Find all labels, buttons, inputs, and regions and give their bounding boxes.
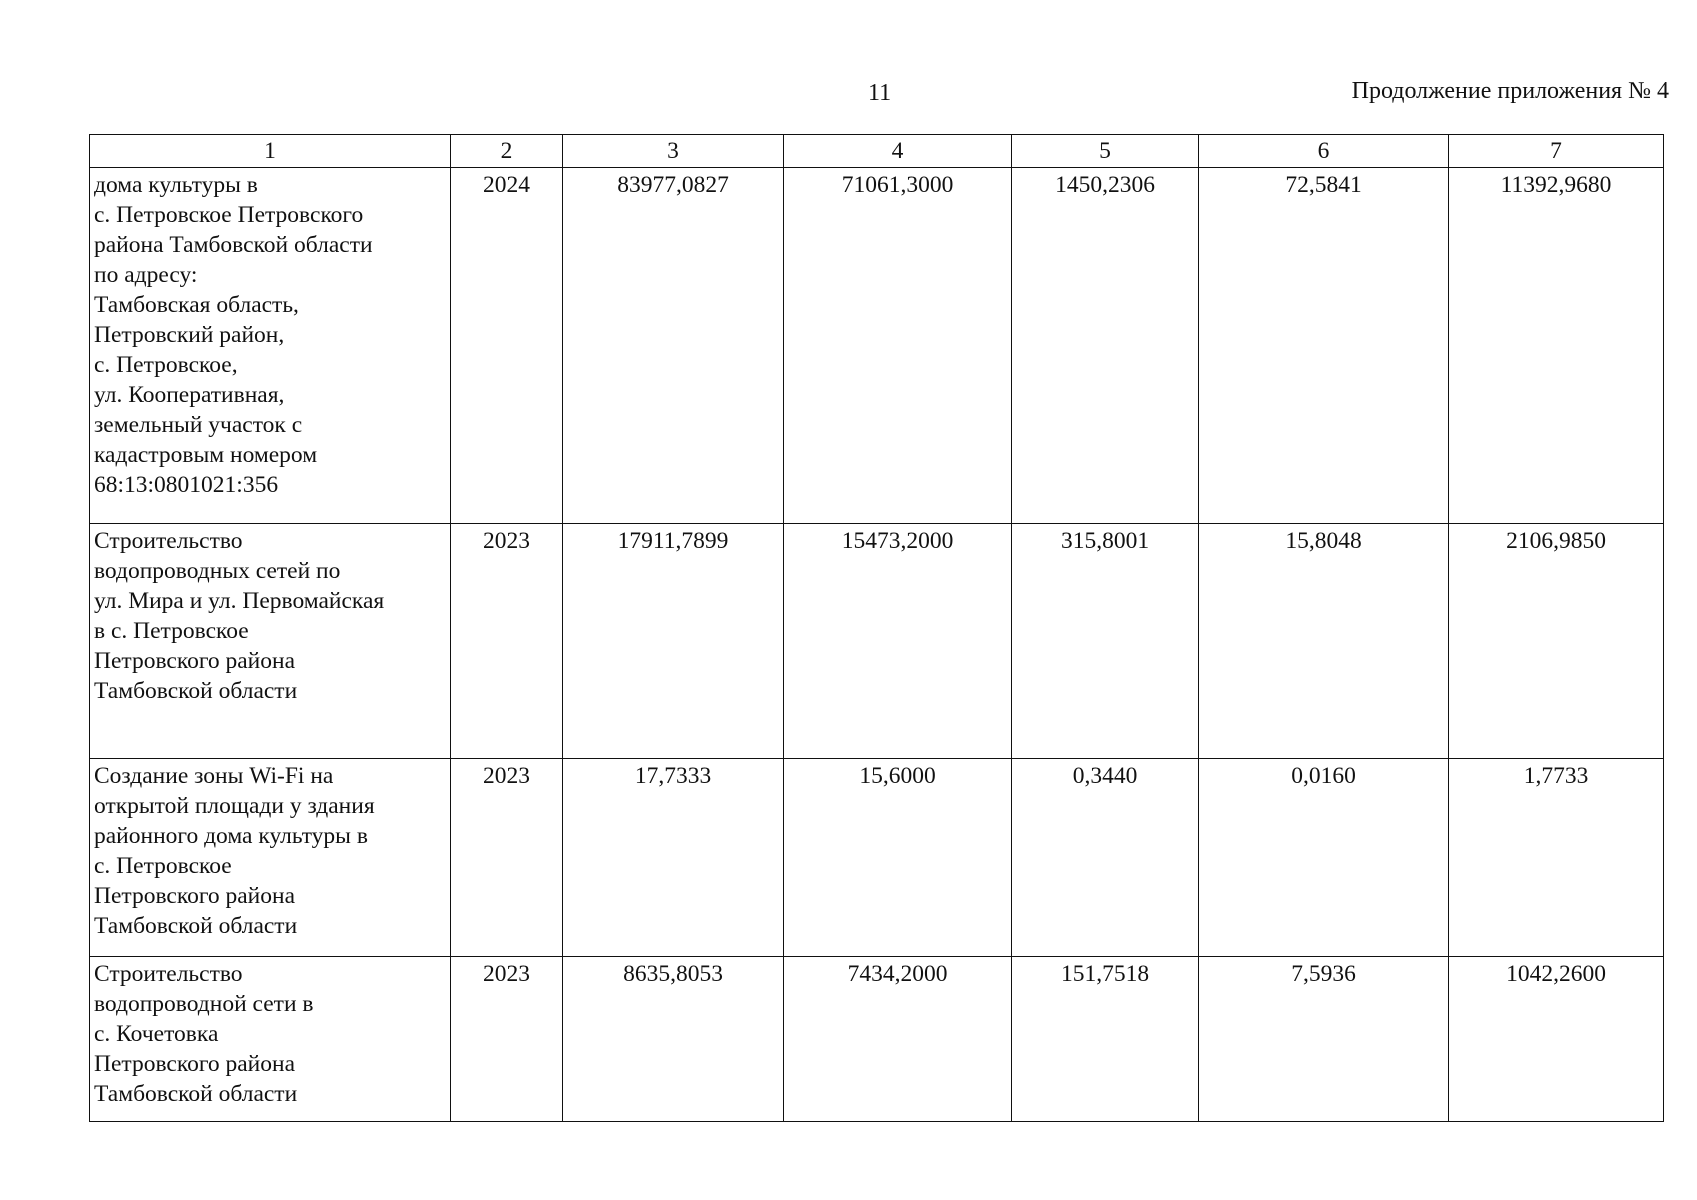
value-cell: 17911,7899 [563,524,784,759]
value-cell: 83977,0827 [563,168,784,524]
column-header: 3 [563,135,784,168]
value-cell: 7434,2000 [784,957,1012,1122]
table-row [90,957,1664,1122]
value-cell: 7,5936 [1199,957,1449,1122]
continuation-note: Продолжение приложения № 4 [1351,78,1669,104]
value-cell: 15,8048 [1199,524,1449,759]
value-cell: 71061,3000 [784,168,1012,524]
value-cell: 1450,2306 [1012,168,1199,524]
table-row [90,168,1664,524]
value-cell: 17,7333 [563,759,784,957]
column-number-row [90,135,1664,168]
page-number: 11 [868,80,892,106]
object-name-cell: Создание зоны Wi-Fi на открытой площади у здания районного дома культуры в с. Петровское Петровского района Тамбовской области [90,759,451,957]
value-cell: 2106,9850 [1449,524,1664,759]
value-cell: 0,0160 [1199,759,1449,957]
object-name-cell: Строительство водопроводных сетей по ул. Мира и ул. Первомайская в с. Петровское Петровского района Тамбовской области [90,524,451,759]
year-cell: 2023 [451,759,563,957]
column-header: 1 [90,135,451,168]
column-header: 4 [784,135,1012,168]
table-row [90,524,1664,759]
year-cell: 2023 [451,524,563,759]
value-cell: 72,5841 [1199,168,1449,524]
object-name-cell: дома культуры в с. Петровское Петровского района Тамбовской области по адресу: Тамбовская область, Петровский район, с. Петровское, ул. Кооперативная, земельный участок с кадастровым номером 68:13:0801021:356 [90,168,451,524]
appendix-table [89,134,1664,1122]
object-name-cell: Строительство водопроводной сети в с. Кочетовка Петровского района Тамбовской области [90,957,451,1122]
column-header: 2 [451,135,563,168]
value-cell: 15473,2000 [784,524,1012,759]
value-cell: 1042,2600 [1449,957,1664,1122]
value-cell: 315,8001 [1012,524,1199,759]
value-cell: 11392,9680 [1449,168,1664,524]
column-header: 6 [1199,135,1449,168]
value-cell: 0,3440 [1012,759,1199,957]
value-cell: 151,7518 [1012,957,1199,1122]
value-cell: 8635,8053 [563,957,784,1122]
value-cell: 1,7733 [1449,759,1664,957]
value-cell: 15,6000 [784,759,1012,957]
column-header: 7 [1449,135,1664,168]
year-cell: 2023 [451,957,563,1122]
column-header: 5 [1012,135,1199,168]
year-cell: 2024 [451,168,563,524]
table-row [90,759,1664,957]
